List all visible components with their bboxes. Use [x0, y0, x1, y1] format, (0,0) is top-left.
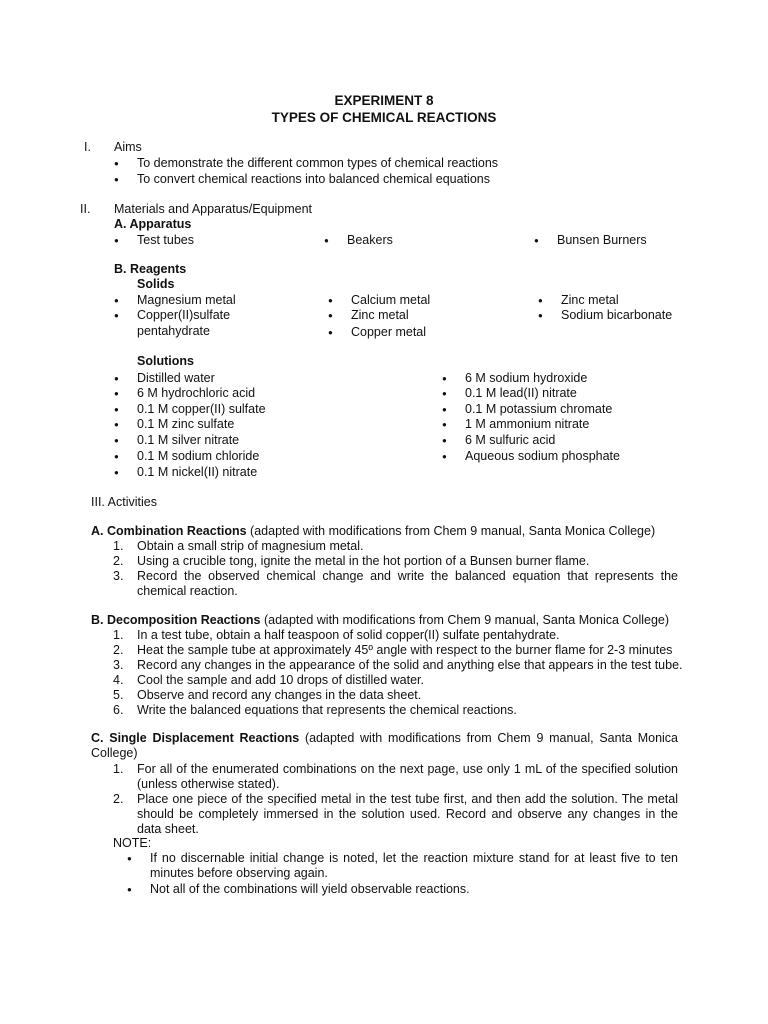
solution-item: ● 0.1 M copper(II) sulfate	[137, 402, 266, 417]
solid-item: ● Zinc metal	[351, 308, 409, 323]
step-number: 1.	[113, 628, 124, 642]
step-number: 2.	[113, 554, 124, 568]
solution-item: ● 0.1 M nickel(II) nitrate	[137, 465, 257, 480]
decomposition-title: B. Decomposition Reactions	[91, 613, 261, 627]
section-number-1: I.	[84, 140, 91, 154]
apparatus-item: ● Test tubes	[137, 233, 194, 248]
solid-item: ● Sodium bicarbonate	[561, 308, 672, 323]
solution-item: ● 0.1 M silver nitrate	[137, 433, 239, 448]
step-number: 4.	[113, 673, 124, 687]
step-number: 6.	[113, 703, 124, 717]
solution-item: ● 6 M hydrochloric acid	[137, 386, 255, 401]
solutions-heading: Solutions	[137, 354, 194, 368]
solid-item: ● Zinc metal	[561, 293, 619, 308]
reagents-heading: B. Reagents	[114, 262, 187, 276]
decomposition-step: Record any changes in the appearance of the solid and anything else that appears in the test tube.	[137, 658, 683, 672]
decomposition-step: In a test tube, obtain a half teaspoon of solid copper(II) sulfate pentahydrate.	[137, 628, 560, 642]
solution-item: ● 0.1 M zinc sulfate	[137, 417, 234, 432]
decomposition-heading	[91, 613, 669, 628]
note-label: NOTE:	[113, 836, 152, 850]
step-number: 1.	[113, 539, 124, 553]
solution-item: ● 0.1 M lead(II) nitrate	[465, 386, 577, 401]
solid-item: ● Copper(II)sulfate	[137, 308, 230, 323]
aims-item: ● To convert chemical reactions into balanced chemical equations	[137, 172, 490, 187]
solid-item: ● Magnesium metal	[137, 293, 236, 308]
combination-step: Obtain a small strip of magnesium metal.	[137, 539, 364, 553]
solid-item: ● Calcium metal	[351, 293, 430, 308]
single-displacement-step: Place one piece of the specified metal in the test tube first, and then add the solution. The metal should be completely immersed in the solution used. Record and observe any changes in the data sheet.	[137, 792, 678, 836]
solid-item: ● Copper metal	[351, 325, 426, 340]
aims-item: ● To demonstrate the different common types of chemical reactions	[137, 156, 498, 171]
solution-item: ● 6 M sodium hydroxide	[465, 371, 587, 386]
solids-heading: Solids	[137, 277, 175, 291]
single-displacement-step: For all of the enumerated combinations on the next page, use only 1 mL of the specified solution (unless otherwise stated).	[137, 762, 678, 791]
step-number: 3.	[113, 658, 124, 672]
solution-item: ● 1 M ammonium nitrate	[465, 417, 589, 432]
materials-heading: Materials and Apparatus/Equipment	[114, 202, 313, 216]
apparatus-item: ● Bunsen Burners	[557, 233, 647, 248]
combination-step: Record the observed chemical change and write the balanced equation that represents the chemical reaction.	[137, 569, 678, 598]
combination-source-note: (adapted with modifications from Chem 9 manual, Santa Monica College)	[246, 524, 656, 538]
solution-item: ● 0.1 M potassium chromate	[465, 402, 612, 417]
single-displacement-title: C. Single Displacement Reactions	[91, 731, 300, 745]
section-number-2: II.	[80, 202, 91, 216]
solution-item: ● 0.1 M sodium chloride	[137, 449, 259, 464]
note-item: ● Not all of the combinations will yield observable reactions.	[150, 882, 470, 897]
decomposition-step: Heat the sample tube at approximately 45º angle with respect to the burner flame for 2-3 minutes	[137, 643, 673, 657]
solution-item: ● Aqueous sodium phosphate	[465, 449, 620, 464]
solution-item: ● 6 M sulfuric acid	[465, 433, 555, 448]
apparatus-heading: A. Apparatus	[114, 217, 192, 231]
apparatus-item: ● Beakers	[347, 233, 393, 248]
title-line1: EXPERIMENT 8	[334, 93, 434, 108]
aims-heading: Aims	[114, 140, 142, 154]
solution-item: ● Distilled water	[137, 371, 215, 386]
decomposition-step: Cool the sample and add 10 drops of distilled water.	[137, 673, 424, 687]
decomposition-step: Write the balanced equations that represents the chemical reactions.	[137, 703, 517, 717]
step-number: 2.	[113, 792, 124, 806]
step-number: 1.	[113, 762, 124, 776]
single-displacement-source-note: (adapted with modifications from Chem 9 manual, Santa Monica College)	[91, 731, 679, 760]
title-line2: TYPES OF CHEMICAL REACTIONS	[271, 110, 497, 125]
combination-heading	[91, 524, 655, 539]
decomposition-source-note: (adapted with modifications from Chem 9 manual, Santa Monica College)	[260, 613, 670, 627]
step-number: 3.	[113, 569, 124, 583]
combination-title: A. Combination Reactions	[91, 524, 247, 538]
step-number: 2.	[113, 643, 124, 657]
decomposition-step: Observe and record any changes in the data sheet.	[137, 688, 422, 702]
activities-heading: III. Activities	[91, 495, 157, 509]
single-displacement-heading	[91, 731, 678, 761]
combination-step: Using a crucible tong, ignite the metal in the hot portion of a Bunsen burner flame.	[137, 554, 590, 568]
note-item: ● If no discernable initial change is noted, let the reaction mixture stand for at least five to ten minutes before observing again.	[150, 851, 678, 881]
solid-item-continued: pentahydrate	[137, 324, 210, 338]
step-number: 5.	[113, 688, 124, 702]
